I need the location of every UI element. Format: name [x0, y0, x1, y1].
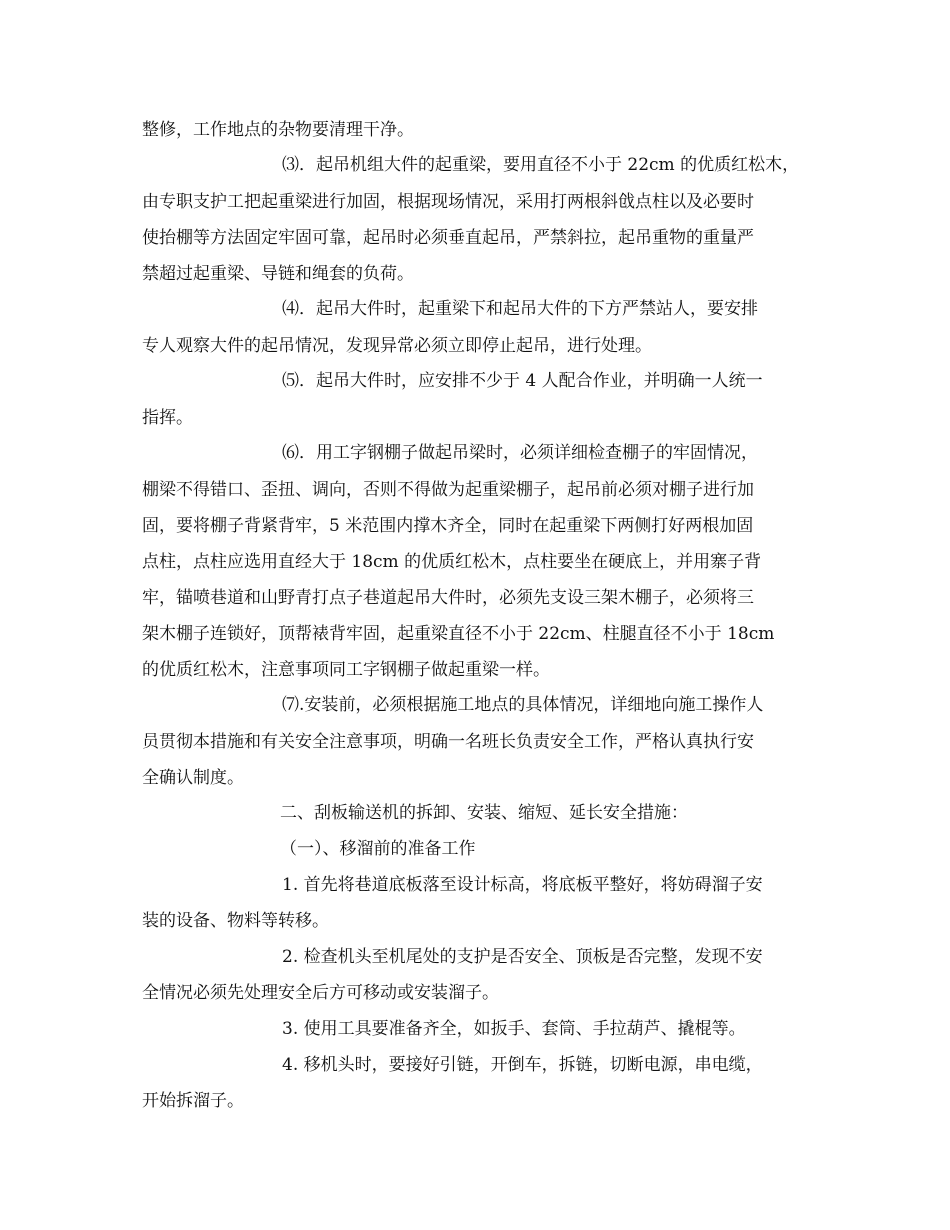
text-line: ⑷．起吊大件时，起重梁下和起吊大件的下方严禁站人，要安排 — [282, 299, 758, 319]
list-item: 4. 移机头时，要接好引链，开倒车，拆链，切断电源，串电缆， — [282, 1055, 763, 1075]
text-line: 指挥。 — [142, 408, 193, 428]
text-line: 开始拆溜子。 — [142, 1091, 244, 1111]
text-line: 牢，锚喷巷道和山野青打点子巷道起吊大件时，必须先支设三架木棚子，必须将三 — [142, 588, 754, 608]
text-line: 全情况必须先处理安全后方可移动或安装溜子。 — [142, 983, 499, 1003]
text-line: 棚梁不得错口、歪扭、调向，否则不得做为起重梁棚子，起吊前必须对棚子进行加 — [142, 480, 754, 500]
text-line: ⑹．用工字钢棚子做起吊梁时，必须详细检查棚子的牢固情况， — [282, 443, 758, 463]
text-line: 整修，工作地点的杂物要清理干净。 — [142, 120, 414, 140]
text-line: ⑶．起吊机组大件的起重梁，要用直径不小于 22cm 的优质红松木， — [282, 155, 800, 175]
list-item: 2. 检查机头至机尾处的支护是否安全、顶板是否完整，发现不安 — [282, 947, 763, 967]
text-line: 的优质红松木，注意事项同工字钢棚子做起重梁一样。 — [142, 660, 550, 680]
list-item: 1. 首先将巷道底板落至设计标高，将底板平整好，将妨碍溜子安 — [282, 875, 763, 895]
list-item: 3. 使用工具要准备齐全，如扳手、套筒、手拉葫芦、撬棍等。 — [282, 1019, 746, 1039]
text-line: 员贯彻本措施和有关安全注意事项，明确一名班长负责安全工作，严格认真执行安 — [142, 732, 754, 752]
text-line: 由专职支护工把起重梁进行加固，根据现场情况，采用打两根斜戗点柱以及必要时 — [142, 192, 754, 212]
text-line: 禁超过起重梁、导链和绳套的负荷。 — [142, 264, 414, 284]
text-line: 装的设备、物料等转移。 — [142, 911, 329, 931]
text-line: 点柱，点柱应选用直经大于 18cm 的优质红松木，点柱要坐在硬底上，并用寨子背 — [142, 552, 762, 572]
text-line: ⑸．起吊大件时，应安排不少于 4 人配合作业，并明确一人统一 — [282, 371, 763, 391]
text-line: 架木棚子连锁好，顶帮裱背牢固，起重梁直径不小于 22cm、柱腿直径不小于 18cm — [142, 624, 775, 644]
subsection-heading: （一）、移溜前的准备工作 — [280, 839, 476, 859]
section-heading: 二、刮板输送机的拆卸、安装、缩短、延长安全措施： — [280, 803, 688, 823]
text-line: 专人观察大件的起吊情况，发现异常必须立即停止起吊，进行处理。 — [142, 336, 652, 356]
text-line: 全确认制度。 — [142, 768, 244, 788]
text-line: 固，要将棚子背紧背牢，5 米范围内撑木齐全，同时在起重梁下两侧打好两根加固 — [142, 516, 754, 536]
text-line: ⑺.安装前，必须根据施工地点的具体情况，详细地向施工操作人 — [282, 695, 764, 715]
text-line: 使抬棚等方法固定牢固可靠，起吊时必须垂直起吊，严禁斜拉，起吊重物的重量严 — [142, 228, 754, 248]
